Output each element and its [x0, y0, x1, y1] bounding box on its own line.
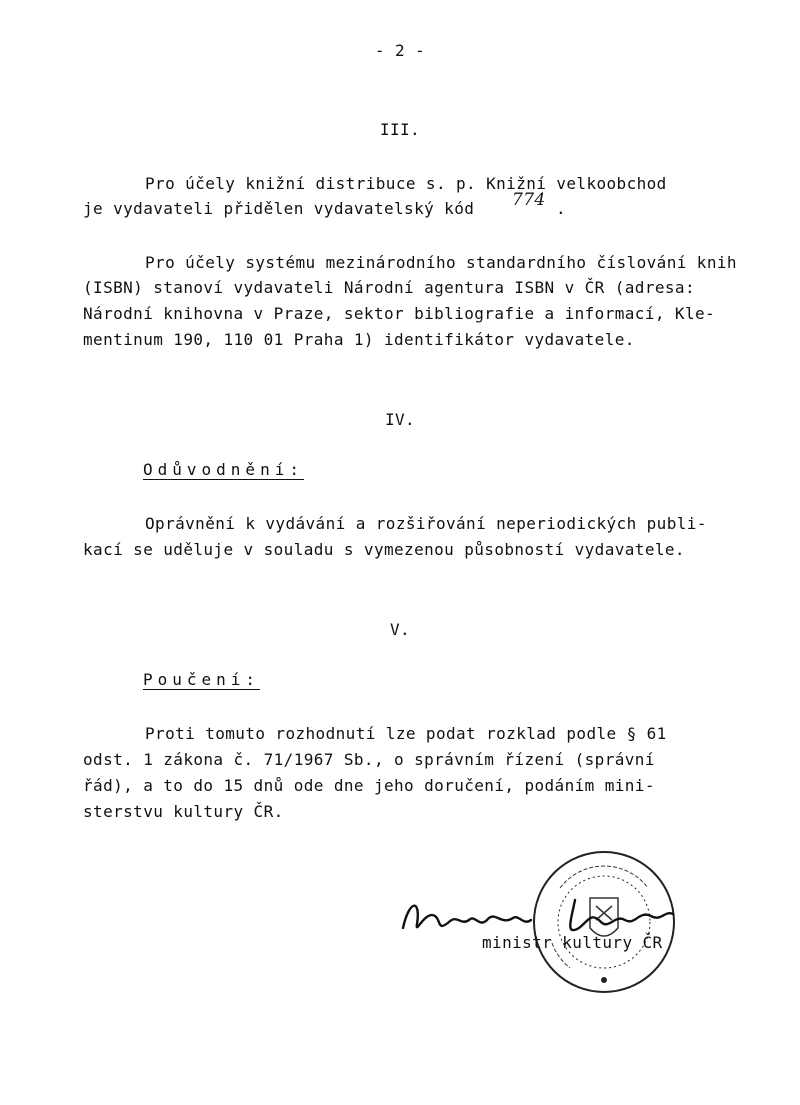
- paragraph-line: kací se uděluje v souladu s vymezenou působností vydavatele.: [83, 540, 685, 559]
- section-heading-iv: IV.: [384, 410, 416, 429]
- paragraph-line: řád), a to do 15 dnů ode dne jeho doručení, podáním mini-: [83, 776, 655, 795]
- paragraph-line: Oprávnění k vydávání a rozšiřování neperiodických publi-: [145, 514, 707, 533]
- section-heading-v: V.: [389, 620, 411, 639]
- paragraph-line: Proti tomuto rozhodnutí lze podat rozklad podle § 61: [145, 724, 667, 743]
- paragraph-line: Národní knihovna v Praze, sektor bibliografie a informací, Kle-: [83, 304, 716, 323]
- paragraph-line: (ISBN) stanoví vydavateli Národní agentura ISBN v ČR (adresa:: [83, 278, 696, 297]
- subheading-pouceni: Poučení:: [143, 670, 261, 689]
- page-number: - 2 -: [374, 41, 426, 60]
- paragraph-line: je vydavateli přidělen vydavatelský kód: [83, 199, 475, 218]
- code-period: .: [556, 199, 567, 218]
- subheading-oduvodneni: Odůvodnění:: [143, 460, 304, 479]
- paragraph-line: sterstvu kultury ČR.: [83, 802, 284, 821]
- signatory-title: ministr kultury ČR: [482, 933, 663, 952]
- paragraph-line: Pro účely systému mezinárodního standardního číslování knih: [145, 253, 737, 272]
- handwritten-publisher-code: 774: [512, 190, 546, 210]
- paragraph-line: odst. 1 zákona č. 71/1967 Sb., o správním řízení (správní: [83, 750, 655, 769]
- section-heading-iii: III.: [379, 120, 421, 139]
- paragraph-line: Pro účely knižní distribuce s. p. Knižní velkoobchod: [145, 174, 667, 193]
- paragraph-line: mentinum 190, 110 01 Praha 1) identifikátor vydavatele.: [83, 330, 635, 349]
